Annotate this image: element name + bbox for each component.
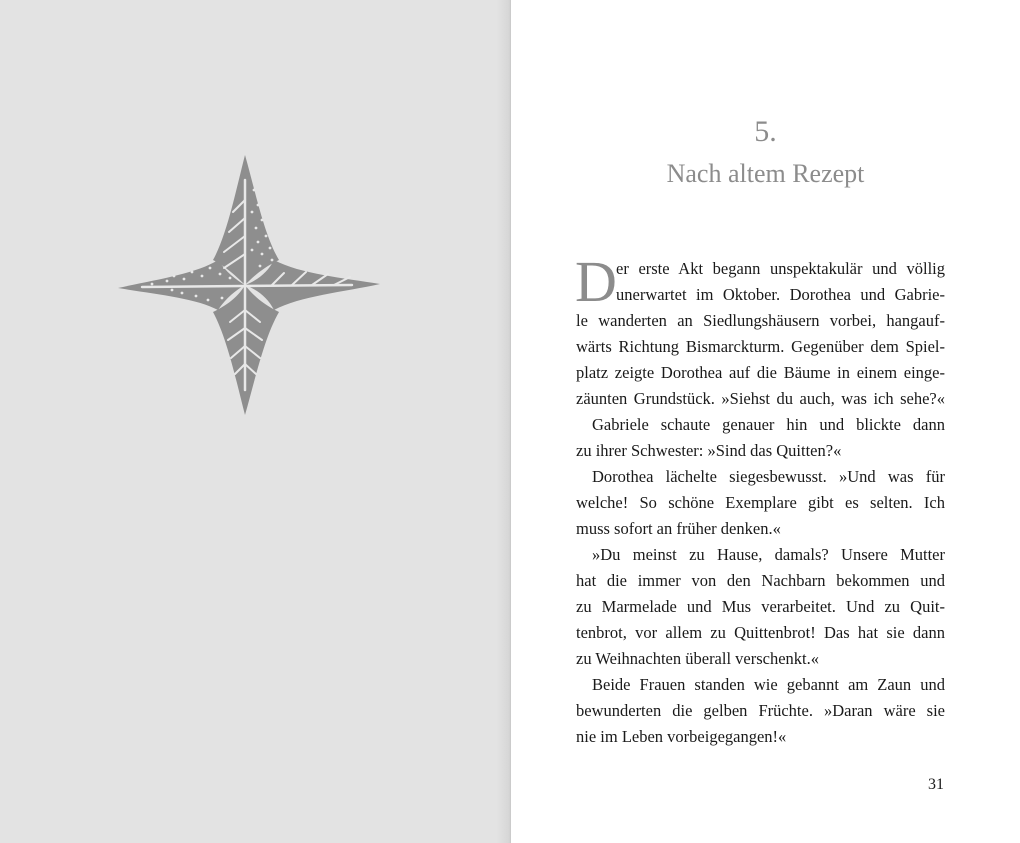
four-point-star-icon (112, 150, 386, 420)
text-line: zu Marmelade und Mus verarbeitet. Und zu Quit- (576, 597, 945, 616)
text-line: zu ihrer Schwester: »Sind das Quitten?« (576, 441, 842, 460)
text-line: welche! So schöne Exemplare gibt es selten. Ich (576, 493, 945, 512)
text-line: Dorothea lächelte siegesbewusst. »Und was für (592, 467, 945, 486)
chapter-title: Nach altem Rezept (666, 159, 865, 188)
chapter-number: 5. (754, 115, 777, 148)
text-line: platz zeigte Dorothea auf die Bäume in einem einge- (576, 363, 945, 382)
text-line: unerwartet im Oktober. Dorothea und Gabrie- (616, 285, 945, 304)
right-page (511, 0, 1020, 843)
text-line: hat die immer von den Nachbarn bekommen und (576, 571, 945, 590)
text-line: er erste Akt begann unspektakulär und völlig (616, 259, 945, 278)
text-line: tenbrot, vor allem zu Quittenbrot! Das hat sie dann (576, 623, 945, 642)
chapter-body (575, 249, 945, 750)
text-line: zu Weihnachten überall verschenkt.« (576, 649, 820, 668)
text-line: muss sofort an früher denken.« (576, 519, 781, 538)
text-line: zäunten Grundstück. »Siehst du auch, was ich sehe?« (576, 389, 945, 408)
text-line: Gabriele schaute genauer hin und blickte dann (592, 415, 945, 434)
text-line: le wanderten an Siedlungshäusern vorbei, hangauf- (576, 311, 945, 330)
text-line: wärts Richtung Bismarckturm. Gegenüber dem Spiel- (576, 337, 945, 356)
text-line: nie im Leben vorbeigegangen!« (576, 727, 787, 746)
text-line: bewunderten die gelben Früchte. »Daran wäre sie (576, 701, 945, 720)
text-line: Beide Frauen standen wie gebannt am Zaun und (592, 675, 945, 694)
page-number: 31 (928, 776, 944, 793)
drop-cap: D (575, 249, 617, 314)
text-line: »Du meinst zu Hause, damals? Unsere Mutter (592, 545, 945, 564)
